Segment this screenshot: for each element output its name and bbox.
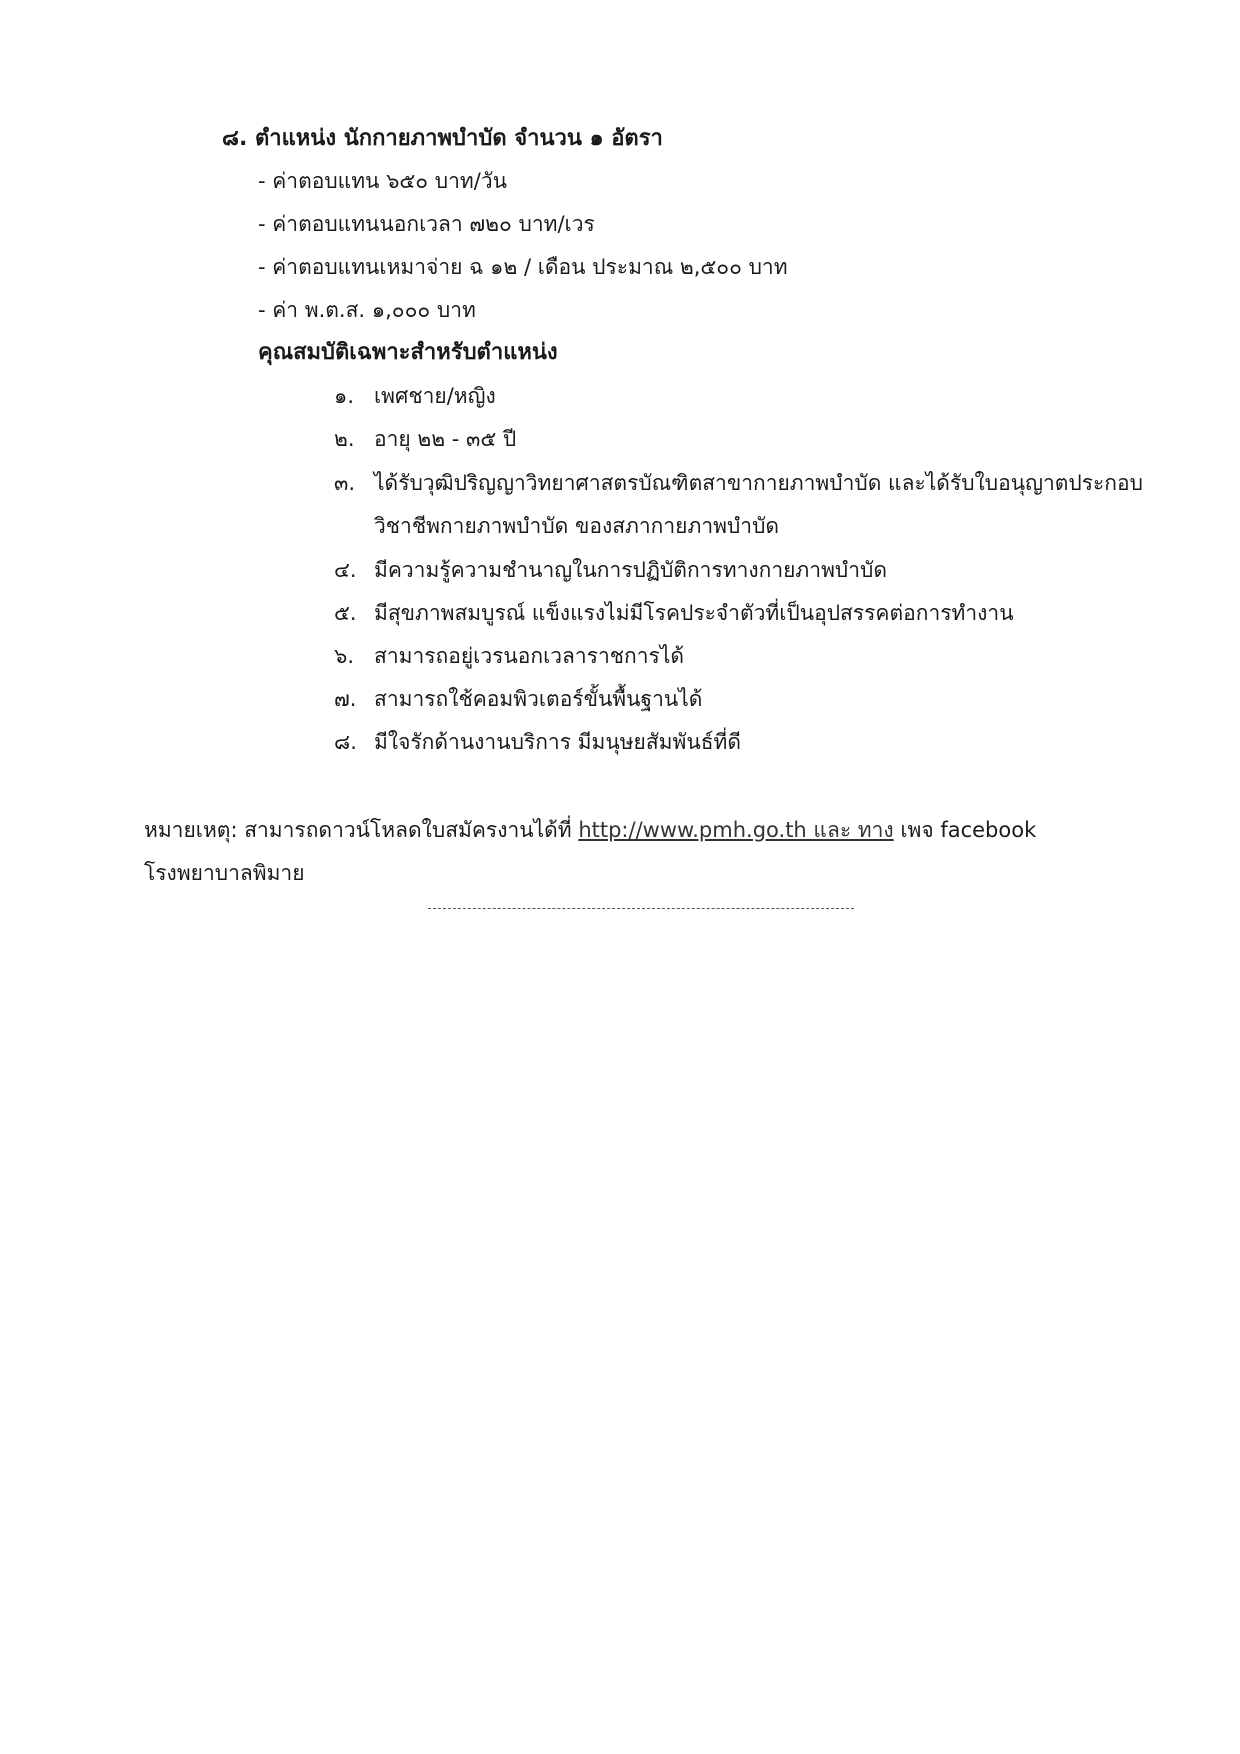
qualification-number: ๕.	[334, 601, 357, 625]
compensation-pts: - ค่า พ.ต.ส. ๑,๐๐๐ บาท	[258, 298, 476, 322]
qualification-number: ๗.	[334, 687, 357, 711]
compensation-daily: - ค่าตอบแทน ๖๕๐ บาท/วัน	[258, 169, 507, 193]
qualification-text: เพศชาย/หญิง	[374, 384, 496, 408]
qualification-number: ๓.	[334, 471, 356, 495]
qualifications-title: คุณสมบัติเฉพาะสำหรับตำแหน่ง	[258, 340, 558, 365]
note-prefix: หมายเหตุ: สามารถดาวน์โหลดใบสมัครงานได้ที่	[144, 818, 579, 842]
qualification-item	[334, 381, 496, 411]
qualification-text: สามารถอยู่เวรนอกเวลาราชการได้	[374, 644, 685, 668]
position-heading: ๘. ตำแหน่ง นักกายภาพบำบัด จำนวน ๑ อัตรา	[222, 126, 663, 151]
qualification-item	[334, 555, 887, 585]
qualification-item	[334, 598, 1014, 628]
qualification-text-continuation: วิชาชีพกายภาพบำบัด ของสภากายภาพบำบัด	[374, 514, 780, 538]
qualification-item	[334, 468, 1143, 498]
qualification-number: ๔.	[334, 558, 357, 582]
qualification-number: ๖.	[334, 644, 355, 668]
qualification-text: มีความรู้ความชำนาญในการปฏิบัติการทางกายภาพบำบัด	[374, 558, 888, 582]
download-link[interactable]: http://www.pmh.go.th และ ทาง	[578, 818, 894, 842]
qualification-item	[334, 727, 741, 757]
compensation-lump-sum: - ค่าตอบแทนเหมาจ่าย ฉ ๑๒ / เดือน ประมาณ ๒,๕๐๐ บาท	[258, 255, 788, 279]
qualification-item	[334, 424, 516, 454]
qualification-text: มีใจรักด้านงานบริการ มีมนุษยสัมพันธ์ที่ดี	[374, 730, 741, 754]
qualification-item	[334, 641, 684, 671]
qualification-number: ๘.	[334, 730, 357, 754]
qualification-text: ได้รับวุฒิปริญญาวิทยาศาสตรบัณฑิตสาขากายภาพบำบัด และได้รับใบอนุญาตประกอบ	[374, 471, 1143, 495]
qualification-number: ๑.	[334, 384, 355, 408]
note-line	[144, 815, 1036, 845]
end-divider	[428, 908, 854, 909]
note-suffix: เพจ facebook	[893, 818, 1037, 842]
qualification-text: อายุ ๒๒ - ๓๕ ปี	[374, 427, 517, 451]
qualification-text: มีสุขภาพสมบูรณ์ แข็งแรงไม่มีโรคประจำตัวที่เป็นอุปสรรคต่อการทำงาน	[374, 601, 1014, 625]
qualification-number: ๒.	[334, 427, 355, 451]
qualification-item	[334, 684, 702, 714]
note-hospital-name: โรงพยาบาลพิมาย	[144, 861, 305, 885]
compensation-overtime: - ค่าตอบแทนนอกเวลา ๗๒๐ บาท/เวร	[258, 212, 595, 236]
qualification-text: สามารถใช้คอมพิวเตอร์ขั้นพื้นฐานได้	[374, 687, 703, 711]
